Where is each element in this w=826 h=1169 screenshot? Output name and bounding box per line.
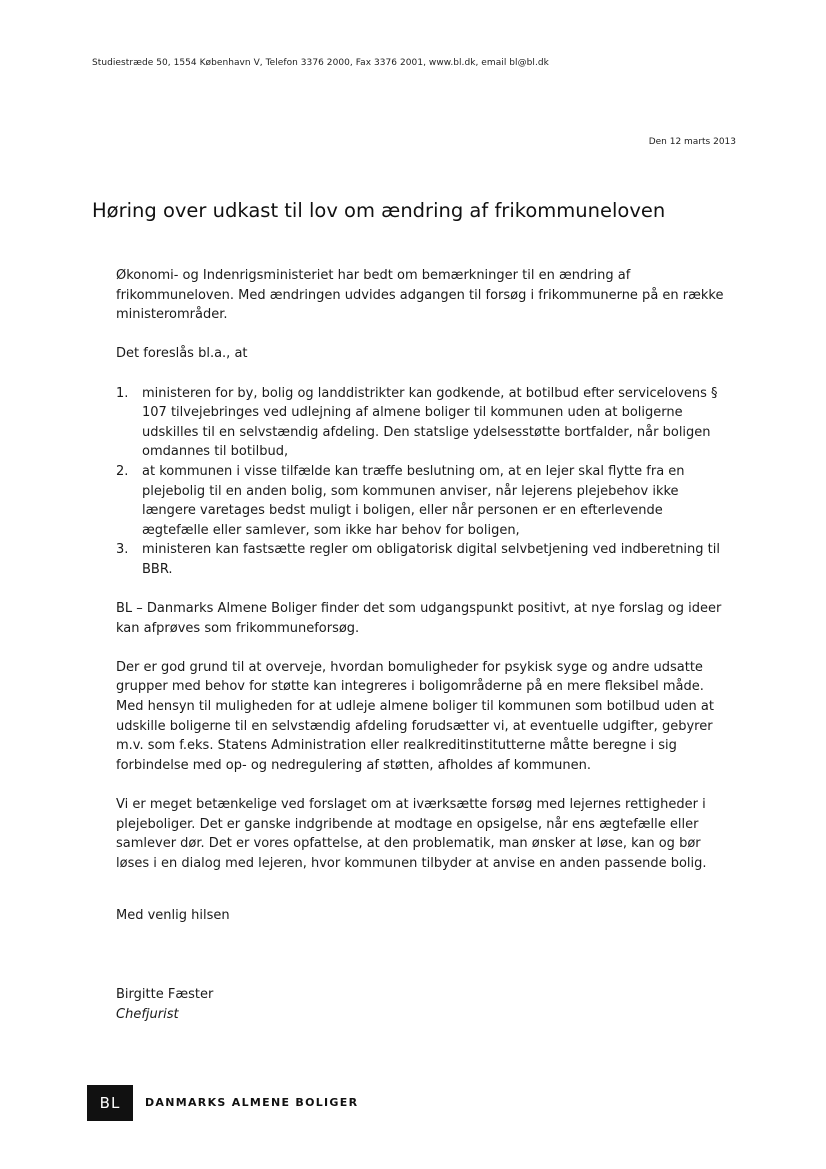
list-item-text: at kommunen i visse tilfælde kan træffe beslutning om, at en lejer skal flytte fra en plejebolig til en anden bolig, som kommunen anviser, når lejerens plejebehov ikke længere varetages bedst muligt i boligen, eller når personen er en efterlevende ægtefælle eller samlever, som ikke har behov for boligen,	[142, 463, 685, 538]
footer-org-name: DANMARKS ALMENE BOLIGER	[145, 1096, 359, 1109]
list-item	[116, 384, 732, 462]
list-item-number: 2.	[116, 463, 129, 479]
signer-name: Birgitte Fæster	[116, 987, 214, 1002]
proposal-lead: Det foreslås bl.a., at	[116, 346, 248, 362]
positive-paragraph: BL – Danmarks Almene Boliger finder det som udgangspunkt positivt, at nye forslag og ideer kan afprøves som frikommuneforsøg.	[116, 601, 722, 636]
letter-title: Høring over udkast til lov om ændring af frikommuneloven	[92, 199, 666, 222]
letter-body	[116, 266, 732, 873]
list-item	[116, 462, 732, 540]
list-item-text: ministeren for by, bolig og landdistrikter kan godkende, at botilbud efter servicelovens § 107 tilvejebringes ved udlejning af almene boliger til kommunen uden at boligerne udskilles til en selvstændig afdeling. Den statslige ydelsesstøtte bortfalder, når boligen omdannes til botilbud,	[142, 385, 718, 460]
list-item-number: 3.	[116, 542, 129, 558]
bl-logo: BL	[87, 1085, 133, 1121]
header-address: Studiestræde 50, 1554 København V, Telefon 3376 2000, Fax 3376 2001, www.bl.dk, email bl@bl.dk	[92, 58, 549, 68]
list-item-text: ministeren kan fastsætte regler om obligatorisk digital selvbetjening ved indberetning til BBR.	[142, 542, 720, 577]
proposal-list	[116, 384, 732, 580]
signature-block	[116, 985, 213, 1024]
list-item	[116, 540, 732, 579]
intro-paragraph: Økonomi- og Indenrigsministeriet har bedt om bemærkninger til en ændring af frikommuneloven. Med ændringen udvides adgangen til forsøg i frikommunerne på en række ministerområder.	[116, 268, 724, 323]
letter-date: Den 12 marts 2013	[648, 137, 736, 147]
closing-greeting: Med venlig hilsen	[116, 908, 230, 923]
concern-paragraph: Vi er meget betænkelige ved forslaget om at iværksætte forsøg med lejernes rettigheder i plejeboliger. Det er ganske indgribende at modtage en opsigelse, når ens ægtefælle eller samlever dør. Det er vores opfattelse, at den problematik, man ønsker at løse, kan og bør løses i en dialog med lejeren, hvor kommunen tilbyder at anvise en anden passende bolig.	[116, 797, 707, 871]
reason-paragraph: Der er god grund til at overveje, hvordan bomuligheder for psykisk syge og andre udsatte grupper med behov for støtte kan integreres i boligområderne på en mere fleksibel måde. Med hensyn til muligheden for at udleje almene boliger til kommunen som botilbud uden at udskille boligerne til en selvstændig afdeling forudsætter vi, at eventuelle udgifter, gebyrer m.v. som f.eks. Statens Administration eller realkreditinstitutterne måtte beregne i sig forbindelse med op- og nedregulering af støtten, afholdes af kommunen.	[116, 659, 714, 773]
signer-role: Chefjurist	[116, 1006, 179, 1022]
list-item-number: 1.	[116, 385, 129, 401]
